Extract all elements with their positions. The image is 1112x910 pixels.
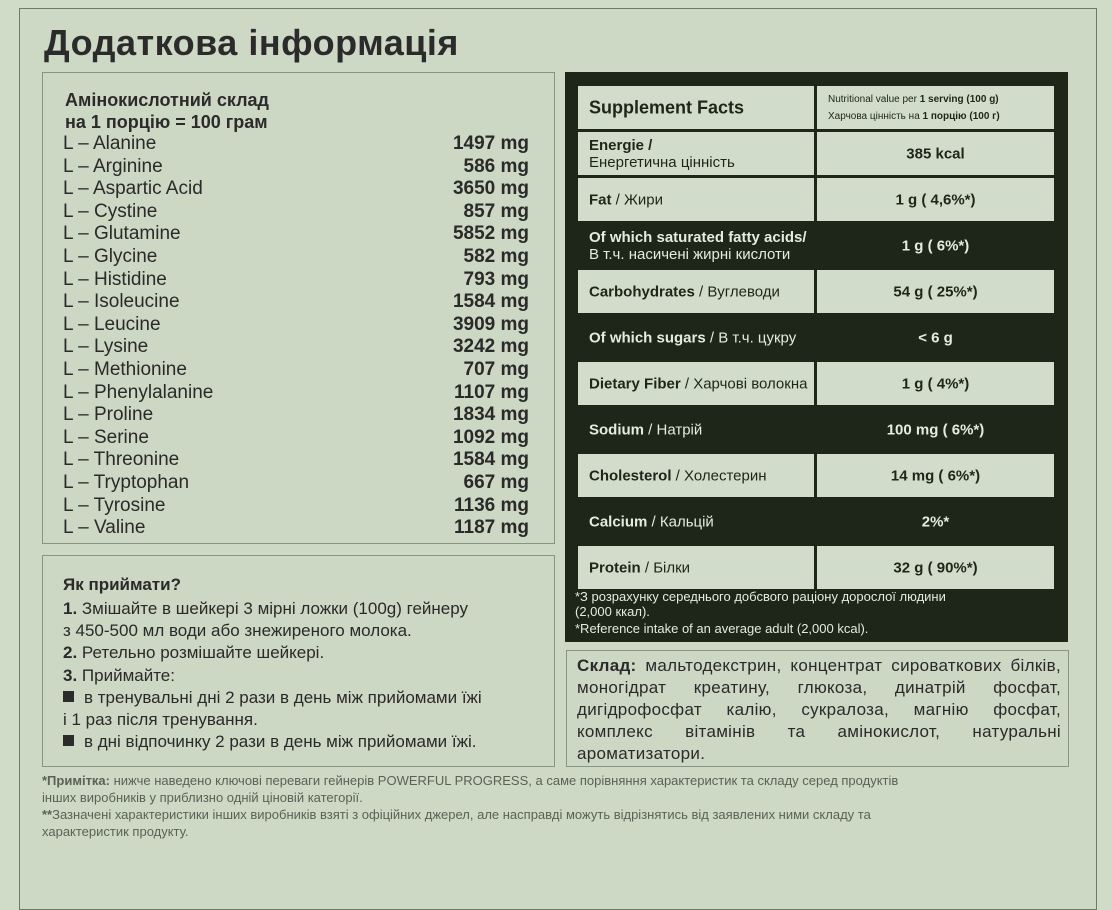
amino-name: L – Threonine <box>63 449 180 471</box>
facts-label-en: Energie / <box>589 136 653 154</box>
amino-name: L – Tryptophan <box>63 472 190 493</box>
facts-title-cell <box>578 86 814 129</box>
facts-value: 14 mg ( 6%*) <box>890 467 981 484</box>
amino-value: 1092 mg <box>452 426 529 448</box>
facts-label-ua: / Кальцій <box>647 513 714 530</box>
footnote-text: нижче наведено ключові переваги гейнерів POWERFUL PROGRESS, а саме порівняння характеристик та складу серед продуктів <box>110 773 899 788</box>
facts-label-ua: / Жири <box>611 191 663 208</box>
facts-label-cell <box>578 408 814 451</box>
amino-value: 1497 mg <box>452 133 529 154</box>
facts-label-ua: В т.ч. насичені жирні кислоти <box>589 245 791 263</box>
facts-label-en: Carbohydrates <box>589 283 695 300</box>
composition-panel <box>566 650 1069 767</box>
amino-heading <box>65 89 269 133</box>
facts-label-ua: Енергетична цінність <box>589 153 735 171</box>
amino-row <box>63 156 529 178</box>
usage-bullet-2 <box>63 731 477 752</box>
amino-value: 3242 mg <box>452 336 529 358</box>
facts-label-cell <box>578 178 814 221</box>
facts-value: 54 g ( 25%*) <box>893 283 978 300</box>
usage-step-1-cont: з 450-500 мл води або знежиреного молока. <box>63 621 412 640</box>
amino-name: L – Histidine <box>63 268 167 290</box>
facts-label <box>589 421 702 438</box>
amino-row <box>63 223 529 245</box>
facts-note-en: *Reference intake of an average adult (2,000 kcal). <box>575 621 869 636</box>
facts-value-cell <box>817 500 1054 543</box>
amino-name: L – Lysine <box>63 336 149 358</box>
amino-name: L – Leucine <box>63 313 161 335</box>
facts-label-ua: / Холестерин <box>671 467 767 484</box>
facts-label <box>589 191 663 208</box>
supplement-facts-panel <box>565 72 1068 642</box>
amino-value: 1107 mg <box>454 381 529 403</box>
amino-name: L – Serine <box>63 426 149 448</box>
facts-value: 1 g ( 4%*) <box>901 375 970 392</box>
amino-row <box>63 427 529 449</box>
usage-step-3 <box>63 665 175 686</box>
facts-note-ua <box>575 589 946 619</box>
facts-label-cell <box>578 224 814 267</box>
facts-value-cell <box>817 224 1054 267</box>
amino-value: 1584 mg <box>452 291 529 313</box>
facts-label-ua: / Натрій <box>644 421 703 438</box>
nv-bold: 1 порцію (100 г) <box>922 110 1000 122</box>
footnote-1 <box>42 772 898 789</box>
usage-bullet-1-cont: і 1 раз після тренування. <box>63 710 258 729</box>
amino-value: 5852 mg <box>452 223 529 245</box>
facts-label-cell <box>578 132 814 175</box>
amino-row <box>63 314 529 336</box>
footnote-label: ** <box>42 807 53 822</box>
facts-label-cell <box>578 270 814 313</box>
facts-label <box>589 137 735 171</box>
facts-value: 1 g ( 4,6%*) <box>895 191 976 208</box>
facts-label-en: Sodium <box>589 421 644 438</box>
amino-heading-line2: на 1 порцію = 100 грам <box>65 112 268 132</box>
facts-label-en: Of which saturated fatty acids/ <box>589 228 807 246</box>
amino-name: L – Phenylalanine <box>63 381 214 403</box>
step-text: Змішайте в шейкері 3 мірні ложки (100g) гейнеру <box>77 599 469 618</box>
amino-row <box>63 517 529 539</box>
facts-label-ua: / В т.ч. цукру <box>705 329 797 346</box>
usage-bullet-1 <box>63 687 482 708</box>
amino-name: L – Alanine <box>63 133 157 154</box>
step-number: 3. <box>63 666 78 685</box>
facts-value-cell <box>817 362 1054 405</box>
facts-value-cell <box>817 178 1054 221</box>
usage-title: Як приймати? <box>63 575 181 594</box>
amino-row <box>63 449 529 471</box>
nv-text: Харчова цінність на <box>828 110 923 122</box>
amino-value: 582 mg <box>463 246 529 267</box>
amino-value: 707 mg <box>463 359 529 380</box>
facts-label <box>589 283 780 300</box>
amino-name: L – Glycine <box>63 246 158 267</box>
amino-row <box>63 495 529 517</box>
amino-acid-panel <box>42 72 555 544</box>
composition-label: Склад: <box>577 656 637 675</box>
facts-label <box>589 229 807 263</box>
facts-label <box>589 513 714 530</box>
facts-value-cell <box>817 546 1054 589</box>
facts-value-cell <box>817 454 1054 497</box>
amino-row <box>63 336 529 358</box>
facts-label <box>589 375 807 392</box>
facts-label-en: Dietary Fiber <box>589 375 681 392</box>
facts-label-en: Fat <box>589 191 612 208</box>
amino-name: L – Glutamine <box>63 223 181 245</box>
facts-label-cell <box>578 500 814 543</box>
facts-note-line: (2,000 ккал). <box>575 604 650 619</box>
amino-row <box>63 291 529 313</box>
facts-label-cell <box>578 546 814 589</box>
page-title: Додаткова інформація <box>44 22 459 63</box>
facts-value-cell <box>817 270 1054 313</box>
amino-value: 3909 mg <box>452 313 529 335</box>
amino-value: 1834 mg <box>452 404 529 426</box>
facts-value-cell <box>817 132 1054 175</box>
facts-value: 385 kcal <box>906 145 965 162</box>
facts-label <box>589 467 767 484</box>
facts-label-cell <box>578 362 814 405</box>
amino-row <box>63 404 529 426</box>
amino-row <box>63 359 529 381</box>
amino-row <box>63 133 529 155</box>
amino-row <box>63 178 529 200</box>
facts-value: 32 g ( 90%*) <box>893 559 978 576</box>
amino-heading-line1: Амінокислотний склад <box>65 90 269 110</box>
square-bullet-icon <box>63 735 74 746</box>
facts-label-en: Cholesterol <box>589 467 672 484</box>
amino-row <box>63 246 529 268</box>
amino-value: 793 mg <box>463 268 529 290</box>
amino-name: L – Arginine <box>63 155 163 177</box>
facts-note-line: *З розрахунку середнього добсвого раціону дорослої людини <box>575 589 946 604</box>
composition-text <box>577 655 1061 765</box>
facts-label-en: Calcium <box>589 513 648 530</box>
amino-name: L – Cystine <box>63 200 158 222</box>
facts-label-en: Of which sugars <box>589 329 706 346</box>
footnote-2 <box>42 806 871 823</box>
facts-value-cell <box>817 408 1054 451</box>
facts-label-ua: / Вуглеводи <box>694 283 780 300</box>
amino-value: 1136 mg <box>454 494 529 516</box>
facts-label-cell <box>578 454 814 497</box>
bullet-text: в дні відпочинку 2 рази в день між прийомами їжі. <box>84 732 477 751</box>
amino-value: 1584 mg <box>452 449 529 471</box>
step-text: Приймайте: <box>77 666 175 685</box>
facts-label-ua: / Харчові волокна <box>680 375 808 392</box>
amino-name: L – Methionine <box>63 359 187 380</box>
facts-label-ua: / Білки <box>640 559 691 576</box>
amino-row <box>63 472 529 494</box>
amino-row <box>63 382 529 404</box>
amino-name: L – Proline <box>63 404 154 426</box>
step-number: 1. <box>63 599 78 618</box>
amino-name: L – Isoleucine <box>63 291 180 313</box>
amino-value: 586 mg <box>463 155 529 177</box>
composition-body: мальтодекстрин, концентрат сироваткових білків, моногідрат креатину, глюкоза, динатрій фосфат, дигідрофосфат калію, сукралоза, магнію фосфат, комплекс вітамінів та амінокислот, натуральні ароматизатори. <box>577 656 1061 763</box>
footnote-text: Зазначені характеристики інших виробників взяті з офіційних джерел, але насправді можуть відрізнятись від заявлених ними складу та <box>52 807 871 822</box>
amino-name: L – Aspartic Acid <box>63 178 203 200</box>
facts-value: 100 mg ( 6%*) <box>886 421 985 438</box>
facts-value: 1 g ( 6%*) <box>901 237 970 254</box>
facts-title: Supplement Facts <box>589 97 745 117</box>
amino-name: L – Tyrosine <box>63 494 166 516</box>
nutritional-value-text <box>828 91 1000 125</box>
square-bullet-icon <box>63 691 74 702</box>
bullet-text: в тренувальні дні 2 рази в день між прийомами їжі <box>84 688 482 707</box>
amino-value: 857 mg <box>463 200 529 222</box>
footnote-1-cont: інших виробників у приблизно одній ціновій категорії. <box>42 790 363 805</box>
usage-step-2 <box>63 642 324 663</box>
footnote-label: *Примітка: <box>42 773 110 788</box>
facts-label-en: Protein <box>589 559 641 576</box>
nv-bold: 1 serving (100 g) <box>919 93 999 105</box>
facts-label <box>589 559 690 576</box>
facts-value: 2%* <box>921 513 950 530</box>
step-text: Ретельно розмішайте шейкері. <box>77 643 325 662</box>
facts-label-cell <box>578 316 814 359</box>
nv-text: Nutritional value per <box>828 93 920 105</box>
usage-step-1 <box>63 598 468 619</box>
footnote-2-cont: характеристик продукту. <box>42 824 189 839</box>
amino-value: 3650 mg <box>452 178 529 200</box>
amino-value: 1187 mg <box>454 517 529 539</box>
facts-label <box>589 329 796 346</box>
step-number: 2. <box>63 643 78 662</box>
amino-row <box>63 201 529 223</box>
facts-value-cell <box>817 316 1054 359</box>
amino-name: L – Valine <box>63 517 146 539</box>
nutritional-value-cell <box>817 86 1054 129</box>
amino-value: 667 mg <box>463 472 529 493</box>
facts-value: < 6 g <box>918 329 953 346</box>
amino-row <box>63 269 529 291</box>
usage-panel <box>42 555 555 767</box>
